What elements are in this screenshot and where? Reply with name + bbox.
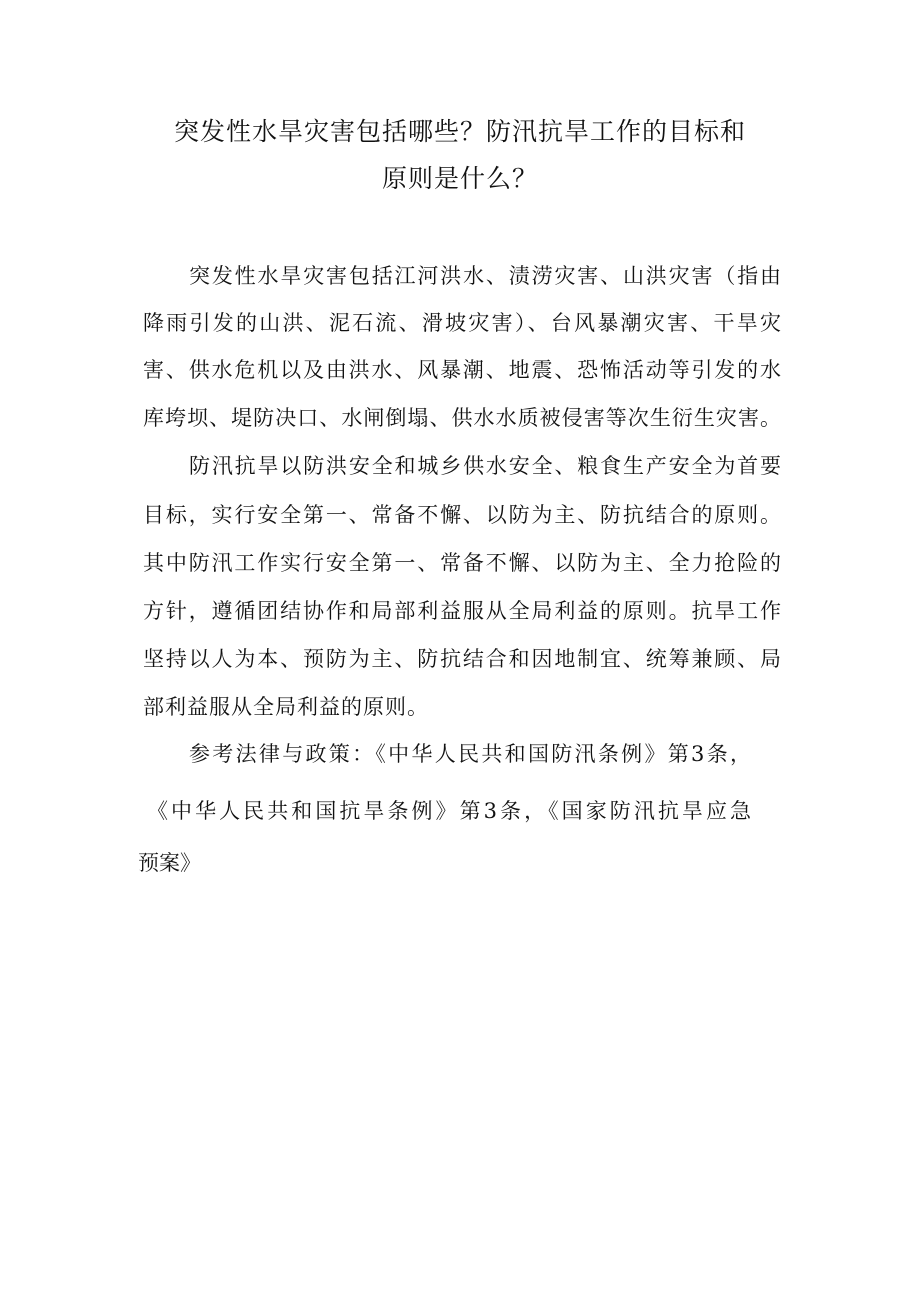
paragraph-1-line-2: 降雨引发的山洪、泥石流、滑坡灾害）、台风暴潮灾害、干旱灾 [143,311,781,335]
paragraph-1-line-4: 库垮坝、堤防决口、水闸倒塌、供水水质被侵害等次生衍生灾害。 [143,406,781,430]
paragraph-2-line-2: 目标，实行安全第一、常备不懈、以防为主、防抗结合的原则。 [143,503,781,527]
paragraph-2-line-3: 其中防汛工作实行安全第一、常备不懈、以防为主、全力抢险的 [143,551,781,575]
paragraph-2-line-4: 方针，遵循团结协作和局部利益服从全局利益的原则。抗旱工作 [143,599,781,623]
paragraph-1-line-1: 突发性水旱灾害包括江河洪水、渍涝灾害、山洪灾害（指由 [189,264,781,288]
paragraph-2-line-5: 坚持以人为本、预防为主、防抗结合和因地制宜、统筹兼顾、局 [143,647,781,671]
references-line-3: 预案》 [138,851,201,875]
references-line-2: 《中华人民共和国抗旱条例》第3条，《国家防汛抗旱应急 [147,799,751,823]
paragraph-2-line-6: 部利益服从全局利益的原则。 [143,695,429,719]
paragraph-2-line-1: 防汛抗旱以防洪安全和城乡供水安全、粮食生产安全为首要 [189,454,781,478]
document-title-line-1: 突发性水旱灾害包括哪些？防汛抗旱工作的目标和 [173,117,746,146]
document-title-line-2: 原则是什么？ [381,164,538,193]
references-line-1: 参考法律与政策：《中华人民共和国防汛条例》第3条， [189,742,751,766]
paragraph-1-line-3: 害、供水危机以及由洪水、风暴潮、地震、恐怖活动等引发的水 [143,358,781,382]
